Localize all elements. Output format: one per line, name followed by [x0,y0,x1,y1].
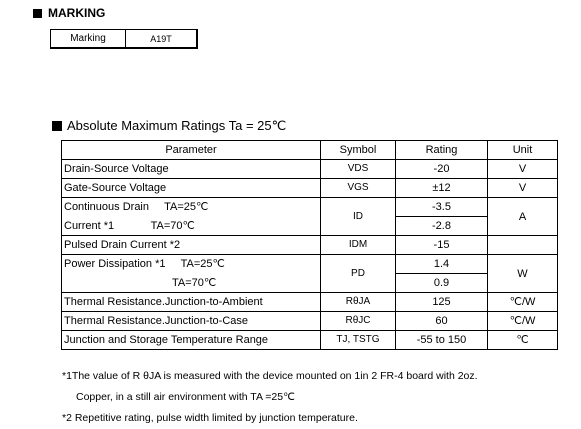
param-cell: Pulsed Drain Current *2 [62,236,321,255]
param-cell [62,217,321,236]
footnote-1-continued: Copper, in a still air environment with TA =25℃ [76,391,295,403]
unit-cell: ℃/W [488,312,558,331]
marking-label: Marking [51,30,126,47]
param-text: Power Dissipation *1 [64,258,166,271]
param-text: Continuous Drain [64,201,149,214]
table-row [62,293,558,312]
table-row [62,274,558,293]
square-bullet-icon [33,9,42,18]
symbol-cell: ID [321,198,396,236]
footnotes [62,366,478,429]
unit-cell: ℃/W [488,293,558,312]
unit-cell: ℃ [488,331,558,350]
param-text: Current *1 [64,219,115,232]
unit-cell: V [488,160,558,179]
param-cell [62,198,321,217]
symbol-cell: TJ, TSTG [321,331,396,350]
condition-text: TA=25℃ [180,258,225,271]
symbol-cell: VDS [321,160,396,179]
ratings-table [61,140,558,350]
table-row [62,312,558,331]
symbol-cell: RθJA [321,293,396,312]
unit-cell [488,236,558,255]
rating-cell: -15 [396,236,488,255]
rating-cell: 0.9 [396,274,488,293]
symbol-cell: IDM [321,236,396,255]
rating-cell: -2.8 [396,217,488,236]
table-row [62,331,558,350]
ratings-heading [52,118,286,134]
header-rating: Rating [396,141,488,160]
table-row [62,236,558,255]
footnote-1: *1The value of R θJA is measured with the device mounted on 1in 2 FR-4 board with 2oz. [62,370,478,382]
table-row [62,255,558,274]
header-parameter: Parameter [62,141,321,160]
square-bullet-icon [52,121,62,131]
marking-table [50,29,198,49]
rating-cell: -20 [396,160,488,179]
footnote-2: *2 Repetitive rating, pulse width limited by junction temperature. [62,412,358,424]
param-cell: Junction and Storage Temperature Range [62,331,321,350]
symbol-cell: VGS [321,179,396,198]
param-cell: Thermal Resistance.Junction-to-Ambient [62,293,321,312]
unit-cell: V [488,179,558,198]
marking-heading-text: MARKING [48,6,106,20]
condition-text: TA=70℃ [172,276,217,289]
rating-cell: 1.4 [396,255,488,274]
table-row [62,160,558,179]
header-unit: Unit [488,141,558,160]
rating-cell: -55 to 150 [396,331,488,350]
rating-cell: ±12 [396,179,488,198]
table-header-row [62,141,558,160]
param-cell [62,255,321,274]
rating-cell: -3.5 [396,198,488,217]
table-row [62,198,558,217]
marking-value: A19T [150,33,172,44]
header-symbol: Symbol [321,141,396,160]
param-cell: Thermal Resistance.Junction-to-Case [62,312,321,331]
table-row [62,179,558,198]
unit-cell: A [488,198,558,236]
table-row [62,217,558,236]
param-cell [62,274,321,293]
condition-text: TA=70℃ [150,219,195,232]
rating-cell: 60 [396,312,488,331]
symbol-cell: RθJC [321,312,396,331]
symbol-cell: PD [321,255,396,293]
param-cell: Gate-Source Voltage [62,179,321,198]
unit-cell: W [488,255,558,293]
param-cell: Drain-Source Voltage [62,160,321,179]
ratings-heading-text: Absolute Maximum Ratings Ta = 25℃ [67,118,287,133]
marking-heading [33,6,105,20]
condition-text: TA=25℃ [164,201,209,214]
rating-cell: 125 [396,293,488,312]
